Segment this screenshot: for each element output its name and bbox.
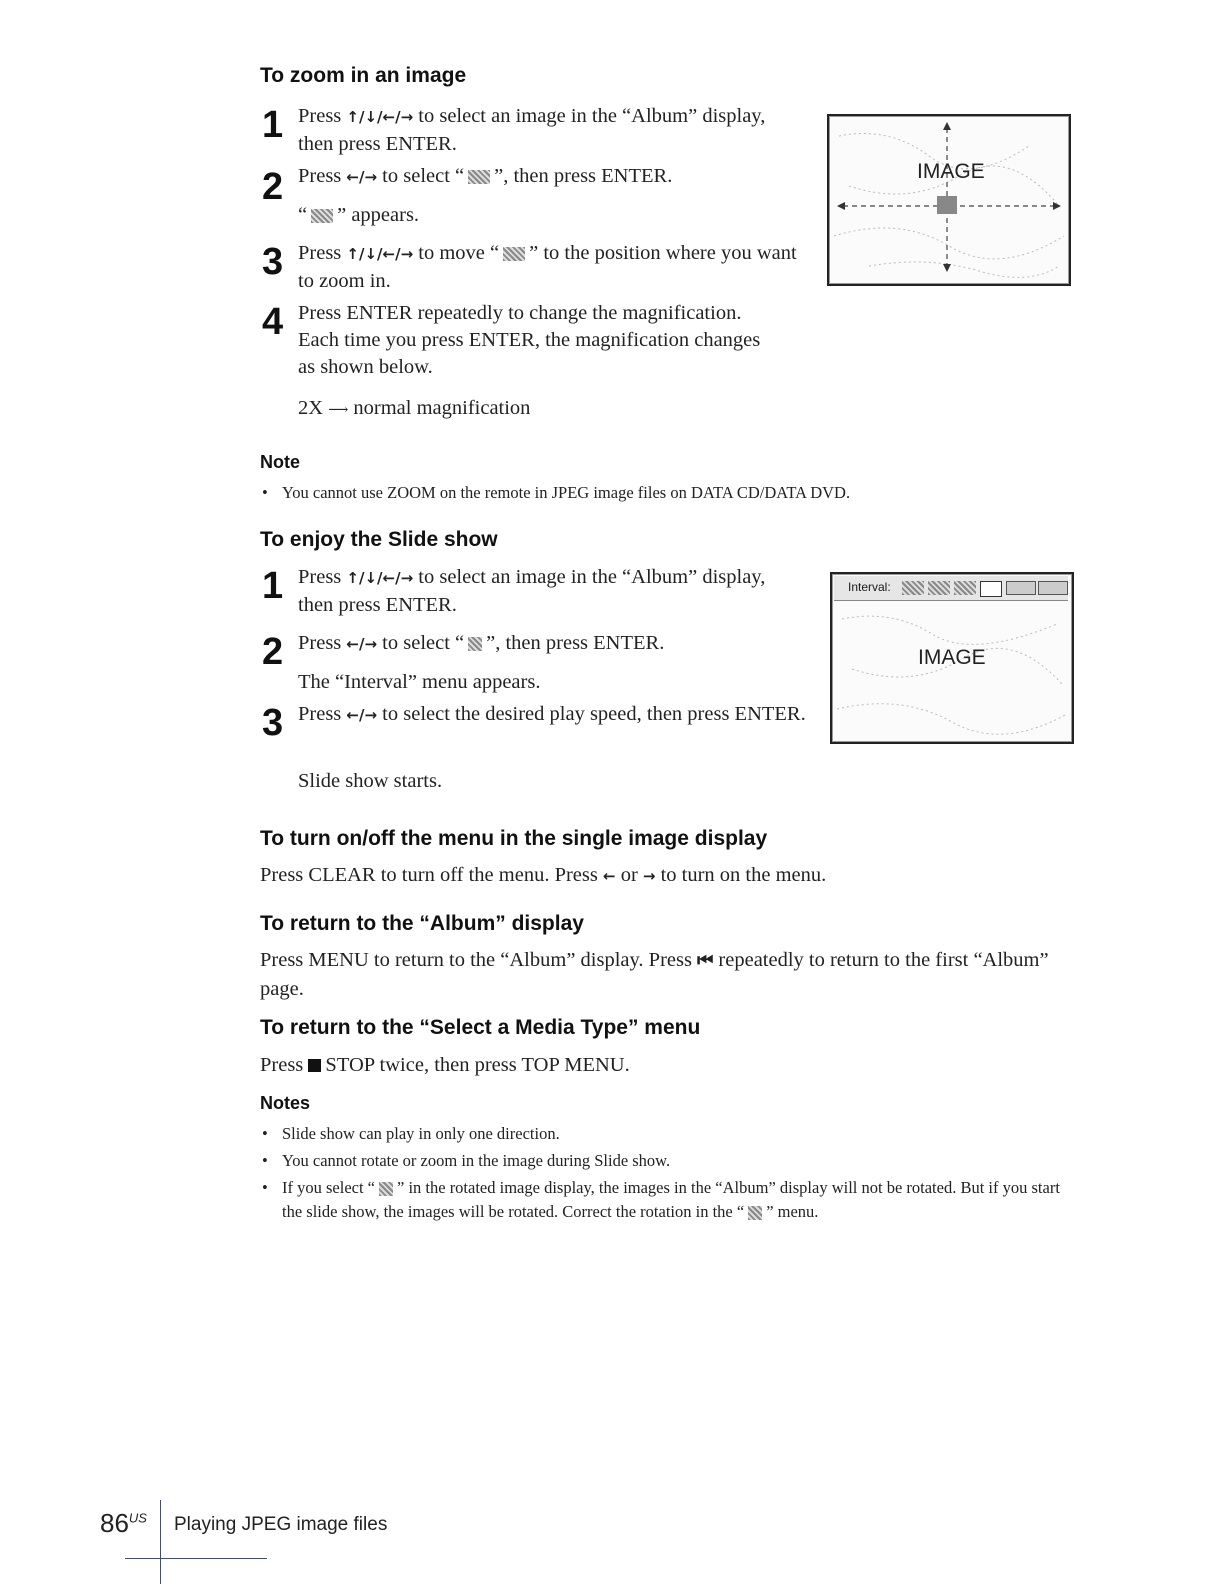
zoom-step-1: Press ↑/↓/←/→ to select an image in the “Album” display, then press ENTER.: [298, 105, 766, 155]
slideshow-icon: [468, 637, 482, 651]
image-placeholder-label: IMAGE: [918, 646, 986, 669]
zoom-icon: [311, 209, 333, 223]
right-arrow-icon: →: [642, 867, 656, 885]
interval-appears: The “Interval” menu appears.: [298, 671, 541, 693]
slide-step-1: Press ↑/↓/←/→ to select an image in the “Album” display, then press ENTER.: [298, 566, 766, 616]
left-right-arrows-icon: ←/→: [346, 168, 378, 186]
zoom-icon: [468, 170, 490, 184]
step-number: 3: [262, 241, 284, 283]
section-title: Playing JPEG image files: [174, 1514, 388, 1535]
stop-icon: [308, 1059, 321, 1072]
left-right-arrows-icon: ←/→: [346, 706, 378, 724]
arrow-keys-icon: ↑/↓/←/→: [346, 108, 414, 126]
note-item: • You cannot use ZOOM on the remote in JPEG image files on DATA CD/DATA DVD.: [262, 481, 1092, 505]
left-right-arrows-icon: ←/→: [346, 635, 378, 653]
footer-underline: [125, 1558, 267, 1559]
media-heading: To return to the “Select a Media Type” menu: [260, 1016, 701, 1039]
image-placeholder-label: IMAGE: [917, 160, 985, 183]
slide-step-2: Press ←/→ to select “ ”, then press ENTER.: [298, 632, 665, 654]
screen-texture: [829, 116, 1069, 284]
notes-heading: Notes: [260, 1093, 311, 1113]
slideshow-screen-illustration: [830, 572, 1074, 744]
step-number: 3: [262, 702, 284, 744]
rotate-menu-icon: [748, 1206, 762, 1220]
media-text: Press STOP twice, then press TOP MENU.: [260, 1054, 630, 1076]
step-number: 1: [262, 104, 284, 146]
menu-toggle-text: Press CLEAR to turn off the menu. Press ← or → to turn on the menu.: [260, 864, 827, 886]
zoom-appears: “ ” appears.: [298, 204, 420, 226]
album-heading: To return to the “Album” display: [260, 912, 584, 935]
arrow-keys-icon: ↑/↓/←/→: [346, 569, 414, 587]
page-number: $86^{US}$: [100, 1508, 147, 1538]
slide-heading: To enjoy the Slide show: [260, 528, 498, 551]
step-number: 4: [262, 301, 284, 343]
step-number: 2: [262, 631, 284, 673]
album-text: Press MENU to return to the “Album” display. Press ⏮ repeatedly to return to the first “Album” page.: [260, 949, 1049, 1000]
step-number: 1: [262, 565, 284, 607]
magnification-sequence: 2X ⟶ normal magnification: [298, 397, 531, 419]
step-number: 2: [262, 166, 284, 208]
zoom-screen-illustration: [827, 114, 1071, 286]
slide-starts: Slide show starts.: [298, 770, 443, 792]
zoom-step-4: Press ENTER repeatedly to change the magnification. Each time you press ENTER, the magnification changes as shown below.: [298, 302, 761, 378]
left-arrow-icon: ←: [602, 867, 616, 885]
note-item: • Slide show can play in only one direction.: [262, 1122, 1092, 1146]
interval-label: Interval:: [848, 580, 891, 594]
previous-icon: ⏮: [697, 950, 714, 971]
arrow-keys-icon: ↑/↓/←/→: [346, 245, 414, 263]
rotate-icon: [379, 1182, 393, 1196]
zoom-step-3: Press ↑/↓/←/→ to move “ ” to the position where you want to zoom in.: [298, 242, 797, 292]
note-item: • If you select “ ” in the rotated image display, the images in the “Album” display will not be rotated. But if you start the slide show, the images will be rotated. Correct the rotation in the “ ” menu.: [262, 1176, 1072, 1224]
footer-divider: [160, 1500, 161, 1584]
slide-step-3: Press ←/→ to select the desired play speed, then press ENTER.: [298, 703, 806, 725]
zoom-icon: [503, 247, 525, 261]
note-heading: Note: [260, 452, 300, 472]
zoom-step-2: Press ←/→ to select “ ”, then press ENTER.: [298, 165, 673, 187]
note-item: • You cannot rotate or zoom in the image during Slide show.: [262, 1149, 1092, 1173]
zoom-heading: To zoom in an image: [260, 64, 467, 87]
menu-toggle-heading: To turn on/off the menu in the single image display: [260, 827, 768, 850]
